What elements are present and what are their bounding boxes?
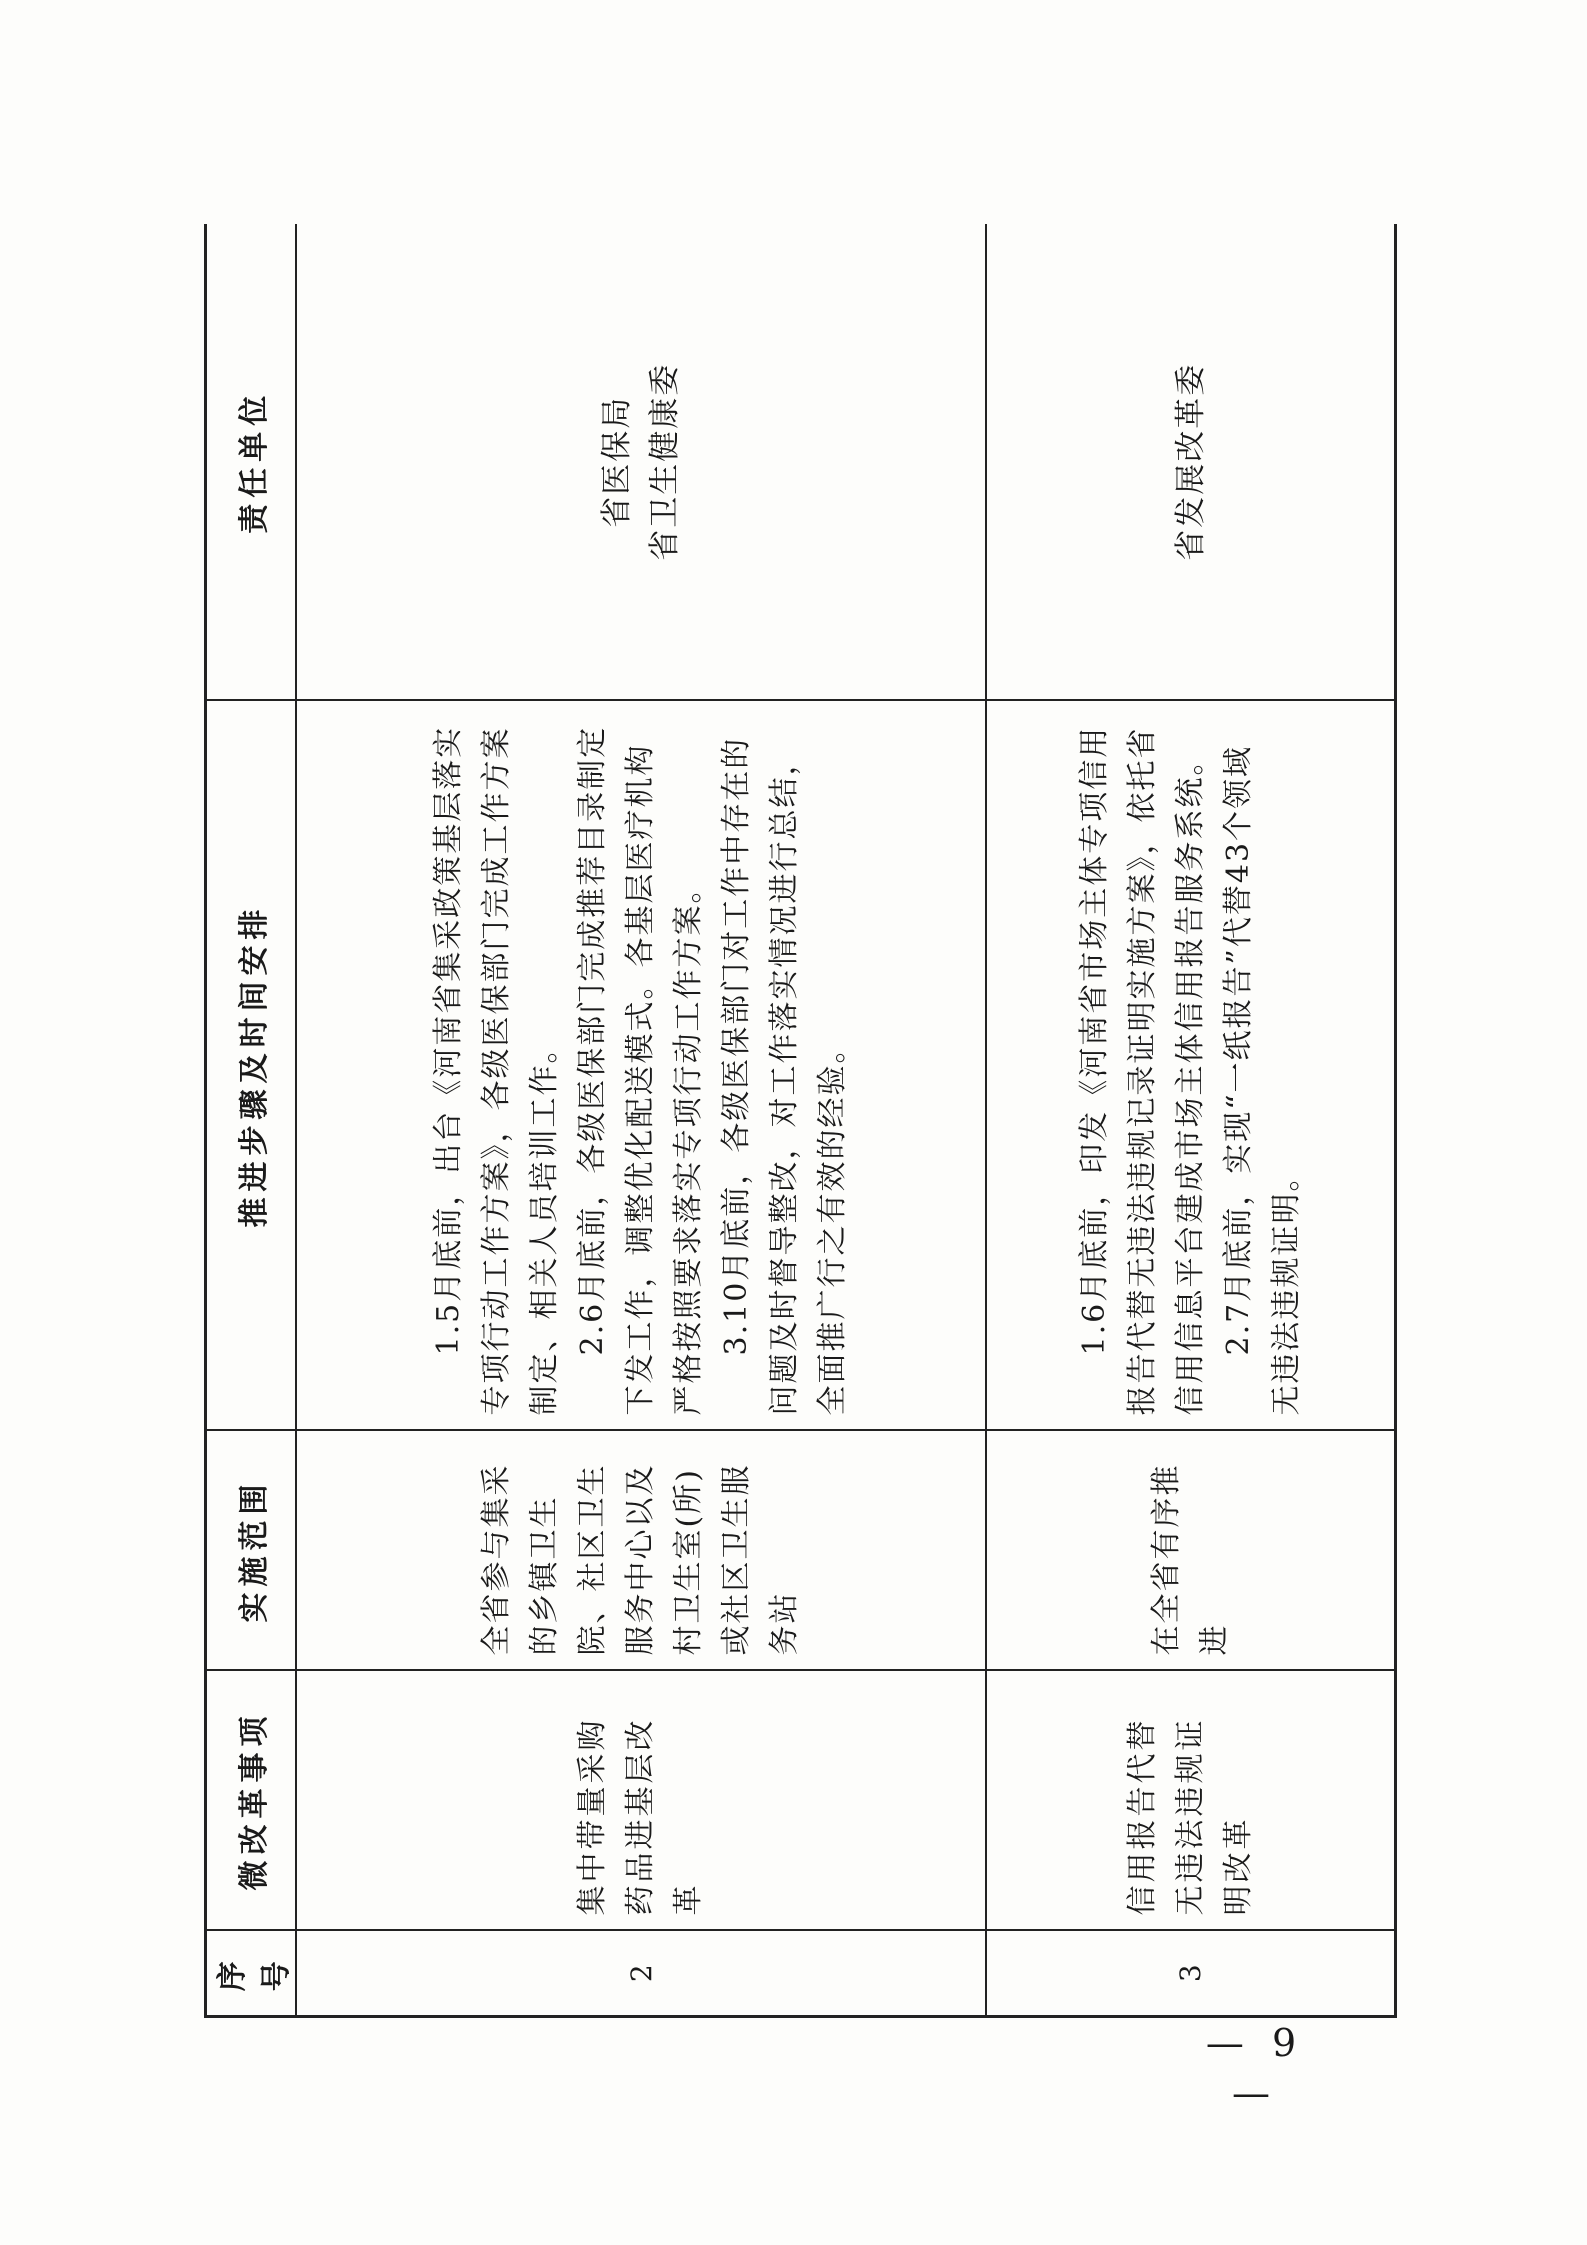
- table-row: [296, 224, 986, 2017]
- header-item: 微改革事项: [206, 1671, 297, 1931]
- rotated-table-frame: [204, 224, 1397, 2018]
- step-paragraph: 1.5月底前，出台《河南省集采政策基层落实专项行动工作方案》，各级医保部门完成工作方案制定、相关人员培训工作。: [431, 725, 562, 1416]
- header-scope: 实施范围: [206, 1431, 297, 1671]
- unit-name: 省卫生健康委: [647, 362, 683, 561]
- header-no: 序号: [206, 1931, 297, 2017]
- row-number: 2: [296, 1931, 986, 2017]
- steps-cell: [986, 701, 1396, 1431]
- unit-name: 省发展改革委: [1172, 362, 1209, 561]
- reform-item: 集中带量采购药品进基层改革: [296, 1671, 986, 1931]
- scope-cell: 全省参与集采的乡镇卫生院、社区卫生服务中心以及村卫生室(所)或社区卫生服务站: [296, 1431, 986, 1671]
- step-paragraph: 2.7月底前，实现“一纸报告”代替43个领域无违法违规证明。: [1220, 744, 1304, 1416]
- scope-cell: 在全省有序推进: [986, 1431, 1396, 1671]
- row-number: 3: [986, 1931, 1396, 2017]
- reform-table: [204, 224, 1397, 2018]
- step-paragraph: 2.6月底前，各级医保部门完成推荐目录制定下发工作，调整优化配送模式。各基层医疗机构严格按照要求落实专项行动工作方案。: [575, 725, 706, 1416]
- step-paragraph: 1.6月底前，印发《河南省市场主体专项信用报告代替无违法违规记录证明实施方案》，依托省信用信息平台建成市场主体信用报告服务系统。: [1076, 725, 1208, 1416]
- header-steps: 推进步骤及时间安排: [206, 701, 297, 1431]
- table-row: [986, 224, 1396, 2017]
- step-paragraph: 3.10月底前，各级医保部门对工作中存在的问题及时督导整改，对工作落实情况进行总结，全面推广行之有效的经验。: [719, 736, 850, 1416]
- header-row: [206, 224, 297, 2017]
- header-unit: 责任单位: [206, 224, 297, 701]
- page-number: — 9 —: [1205, 2021, 1305, 2115]
- unit-cell: [986, 224, 1396, 701]
- reform-item: 信用报告代替无违法违规证明改革: [986, 1671, 1396, 1931]
- unit-name: 省医保局: [599, 395, 635, 528]
- steps-cell: [296, 701, 986, 1431]
- unit-cell: [296, 224, 986, 701]
- rotated-table-container: [204, 224, 1397, 2018]
